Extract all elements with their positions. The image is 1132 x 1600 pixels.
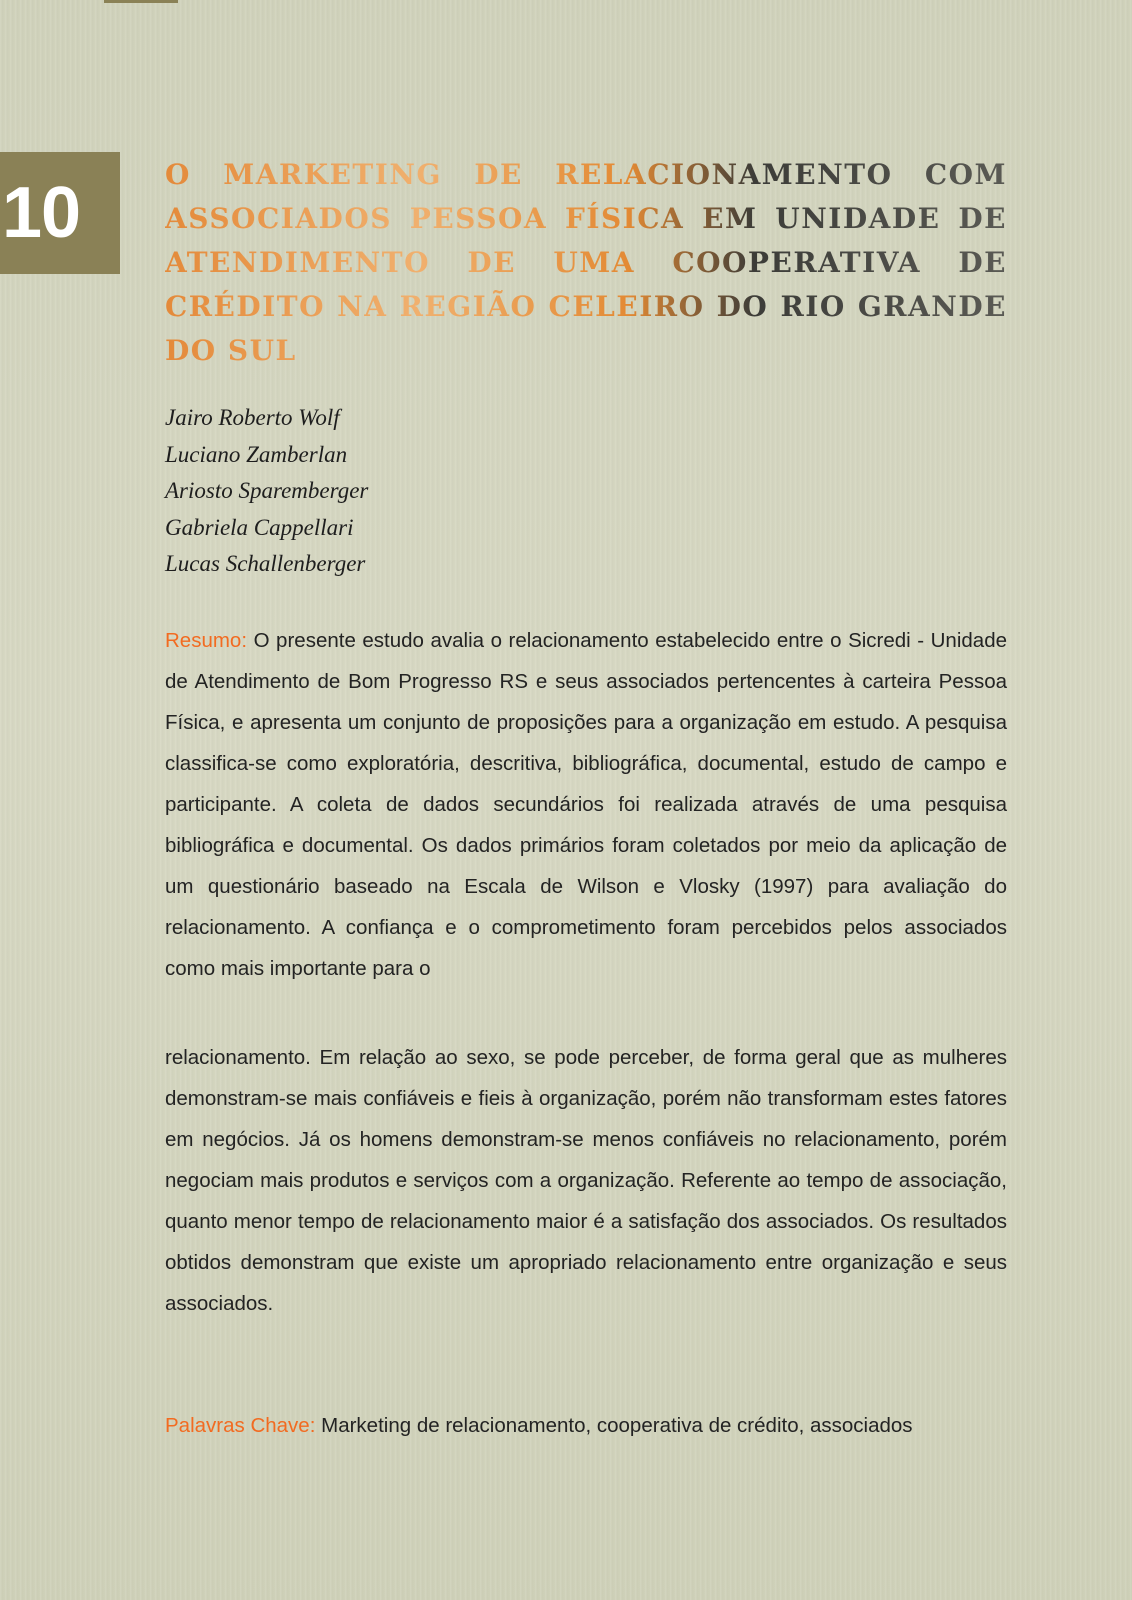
abstract-label: Resumo: — [165, 629, 248, 652]
abstract-paragraph-1 — [165, 620, 1007, 989]
abstract-paragraph-2 — [165, 1037, 1007, 1324]
author-name: Jairo Roberto Wolf — [165, 405, 340, 430]
author-name: Gabriela Cappellari — [165, 514, 354, 540]
chapter-number-badge: 10 — [0, 152, 120, 274]
keywords-label: Palavras Chave: — [165, 1414, 316, 1437]
abstract-text-part1: O presente estudo avalia o relacionamento estabelecido entre o Sicredi - Unidade de Atendimento de Bom Progresso RS e seus associados pertencentes à carteira Pessoa Física, e apresenta um conjunto de proposições para a organização em estudo. A pesquisa classifica-se como exploratória, descritiva, bibliográfica, documental, estudo de campo e participante. A coleta de dados secundários foi realizada através de uma pesquisa bibliográfica e documental. Os dados primários foram coletados por meio da aplicação de um questionário baseado na Escala de Wilson e Vlosky (1997) para avaliação do relacionamento. A confiança e o comprometimento foram percebidos pelos associados como mais importante para o — [165, 629, 1007, 980]
chapter-title: O MARKETING DE RELACIONAMENTO COM ASSOCIADOS PESSOA FÍSICA EM UNIDADE DE ATENDIMENTO DE UMA COOPERATIVA DE CRÉDITO NA REGIÃO CELEIRO DO RIO GRANDE DO SUL — [165, 153, 1007, 373]
keywords-paragraph — [165, 1414, 1007, 1438]
author-name: Lucas Schallenberger — [165, 551, 366, 576]
top-edge-mark — [104, 0, 178, 3]
author-name: Ariosto Sparemberger — [165, 478, 369, 503]
author-name: Luciano Zamberlan — [165, 441, 348, 467]
author-list — [165, 400, 368, 583]
abstract-text-part2: relacionamento. Em relação ao sexo, se pode perceber, de forma geral que as mulheres demonstram-se mais confiáveis e fieis à organização, porém não transformam estes fatores em negócios. Já os homens demonstram-se menos confiáveis no relacionamento, porém negociam mais produtos e serviços com a organização. Referente ao tempo de associação, quanto menor tempo de relacionamento maior é a satisfação dos associados. Os resultados obtidos demonstram que existe um apropriado relacionamento entre organização e seus associados. — [165, 1046, 1007, 1315]
keywords-text: Marketing de relacionamento, cooperativa de crédito, associados — [321, 1414, 913, 1437]
